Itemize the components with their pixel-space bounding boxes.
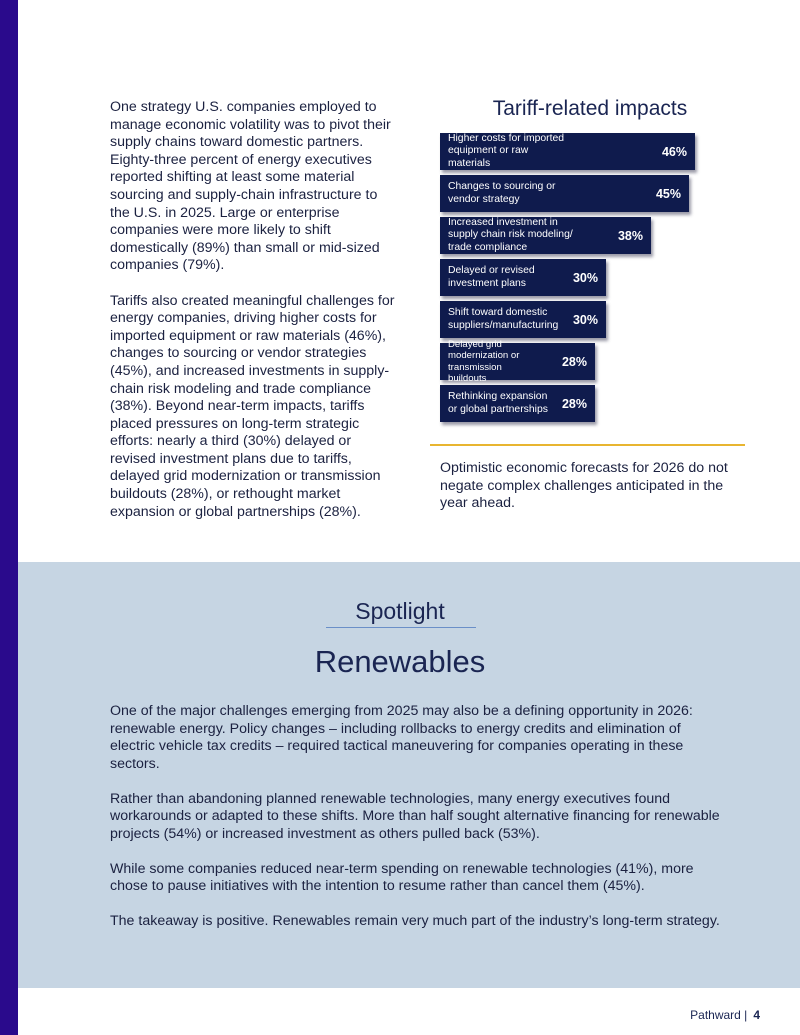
bar-value-label: 38%	[617, 228, 643, 243]
spotlight-title: Renewables	[314, 644, 486, 679]
bar-value-label: 30%	[572, 270, 598, 285]
bar-label: Delayed grid modernization or transmission buildouts	[448, 339, 520, 384]
bar-2	[440, 175, 689, 212]
bar-value-label: 28%	[561, 354, 587, 369]
spotlight-body	[110, 703, 720, 931]
bar-value-label: 45%	[655, 186, 681, 201]
page-number: 4	[753, 1008, 760, 1022]
bar-4	[440, 259, 606, 296]
left-accent-stripe	[0, 0, 18, 1035]
bar-5	[440, 301, 606, 338]
page-footer	[690, 1008, 760, 1022]
chart-title: Tariff-related impacts	[492, 97, 688, 120]
spotlight-paragraph-2: Rather than abandoning planned renewable technologies, many energy executives found workarounds or adapted to these shifts. More than half sought alternative financing for renewable projects (54%) or increased investment as others pulled back (53%).	[110, 790, 720, 842]
bar-label: Shift toward domestic suppliers/manufacturing	[448, 307, 559, 331]
bar-value-label: 28%	[561, 396, 587, 411]
footer-brand: Pathward |	[690, 1008, 748, 1022]
bar-label: Changes to sourcing or vendor strategy	[448, 181, 556, 205]
spotlight-paragraph-4: The takeaway is positive. Renewables remain very much part of the industry’s long-term strategy.	[110, 913, 720, 929]
bar-value-label: 46%	[661, 144, 687, 159]
bar-label: Rethinking expansion or global partnerships	[448, 391, 548, 415]
bar-value-label: 30%	[572, 312, 598, 327]
spotlight-paragraph-3: While some companies reduced near-term spending on renewable technologies (41%), more chose to pause initiatives with the intention to resume rather than cancel them (45%).	[110, 860, 694, 894]
bar-6	[440, 339, 595, 384]
bar-3	[440, 217, 651, 254]
spotlight-paragraph-1: One of the major challenges emerging from 2025 may also be a defining opportunity in 2026: renewable energy. Policy changes – including rollbacks to energy credits and elimination of electric vehicle tax credits – required tactical maneuvering for companies operating in these sectors.	[110, 703, 693, 772]
bar-label: Higher costs for imported equipment or raw materials	[448, 133, 565, 169]
bar-label: Increased investment in supply chain risk modeling/ trade compliance	[448, 217, 573, 253]
spotlight-kicker: Spotlight	[355, 598, 445, 624]
bar-7	[440, 385, 595, 422]
intro-text-column	[110, 99, 400, 521]
spotlight-section	[18, 562, 800, 988]
gold-divider	[430, 444, 745, 446]
bar-label: Delayed or revised investment plans	[448, 265, 535, 289]
chart-caption: Optimistic economic forecasts for 2026 do not negate complex challenges anticipated in the year ahead.	[440, 460, 728, 511]
spotlight-underline	[326, 627, 476, 628]
intro-paragraph-1: One strategy U.S. companies employed to manage economic volatility was to pivot their supply chains toward domestic partners. Eighty-three percent of energy executives reported shifting at least some material sourcing and supply-chain infrastructure to the U.S. in 2025. Large or enterprise companies were more likely to shift domestically (89%) than small or mid-sized companies (79%).	[110, 99, 391, 274]
intro-paragraph-2: Tariffs also created meaningful challenges for energy companies, driving higher costs for imported equipment or raw materials (46%), changes to sourcing or vendor strategies (45%), and increased investments in supply-chain risk modeling and trade compliance (38%). Beyond near-term impacts, tariffs placed pressures on long-term strategic efforts: nearly a third (30%) delayed or revised investment plans due to tariffs, delayed grid modernization or transmission buildouts (28%), or rethought market expansion or global partnerships (28%).	[110, 292, 395, 520]
bar-1	[440, 133, 695, 170]
